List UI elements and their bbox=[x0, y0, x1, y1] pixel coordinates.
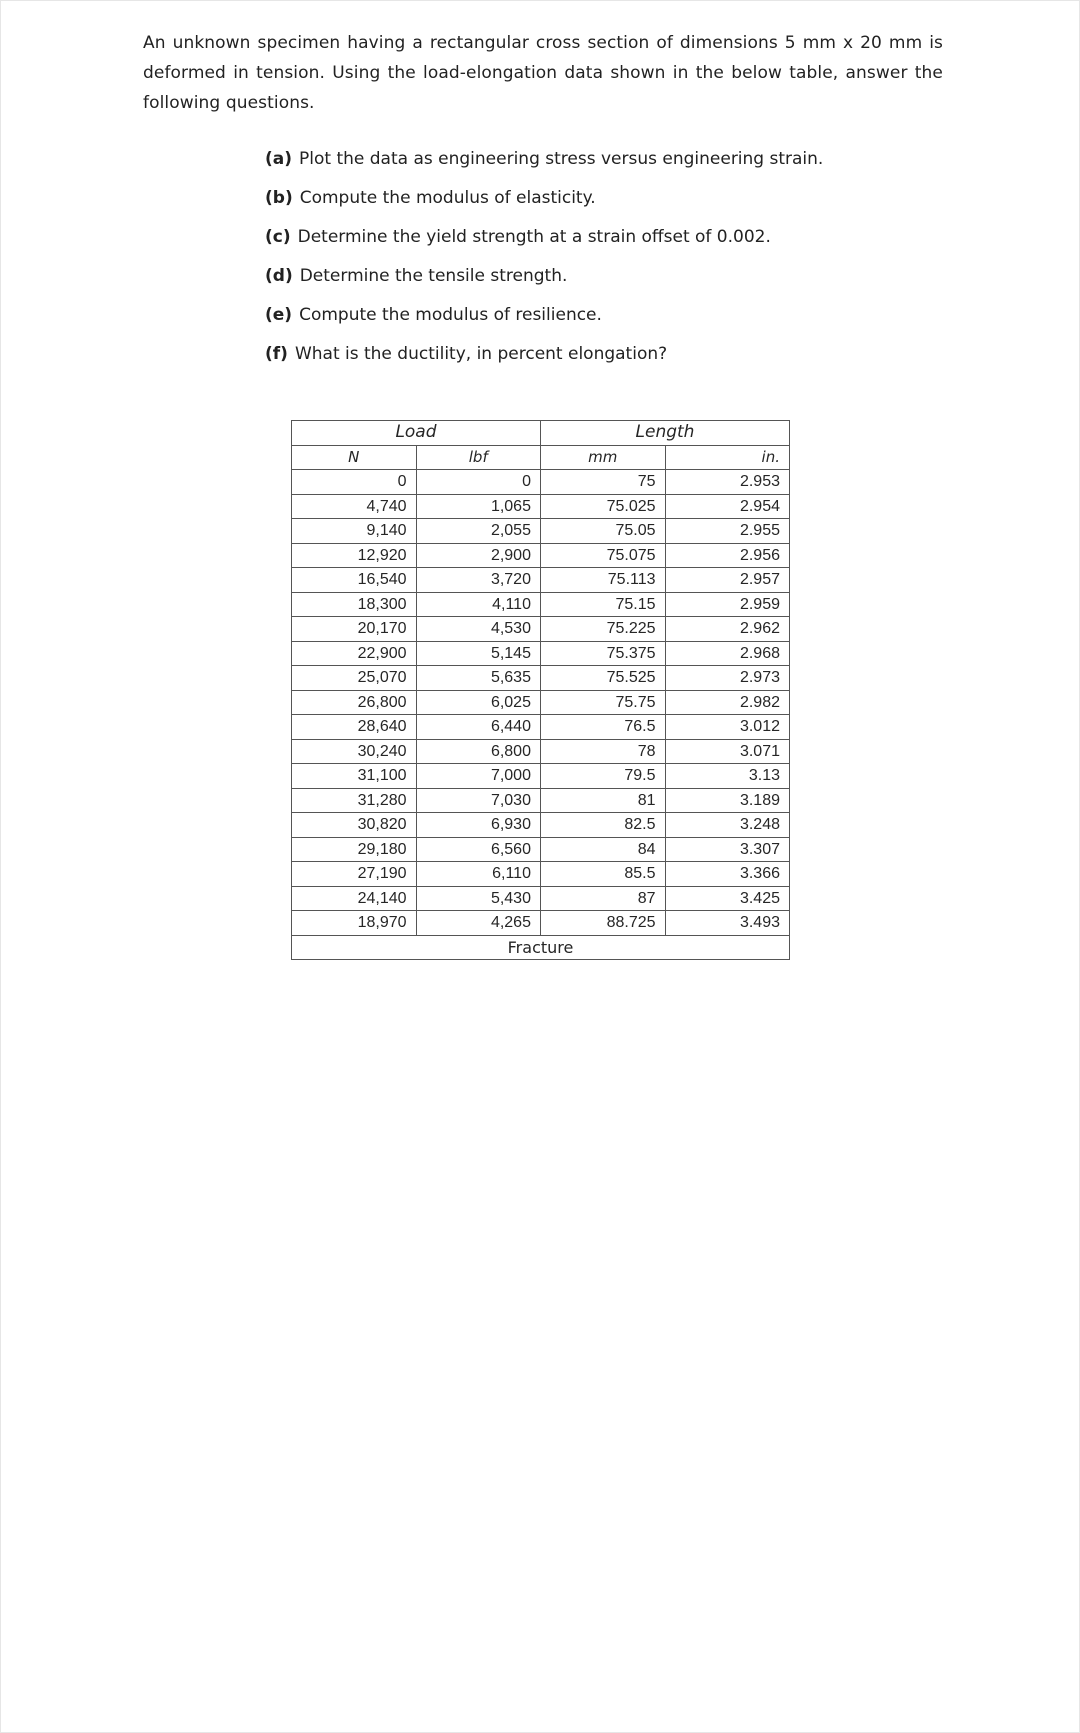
question-label: (c) bbox=[265, 227, 291, 247]
load-lbf-cell: 4,530 bbox=[416, 617, 540, 642]
load-n-cell: 0 bbox=[292, 470, 417, 495]
load-n-cell: 4,740 bbox=[292, 494, 417, 519]
question-list bbox=[265, 144, 823, 378]
table-row bbox=[292, 715, 790, 740]
length-group-header: Length bbox=[540, 421, 789, 446]
length-mm-cell: 75.025 bbox=[540, 494, 665, 519]
load-n-cell: 22,900 bbox=[292, 641, 417, 666]
load-n-cell: 30,240 bbox=[292, 739, 417, 764]
load-n-cell: 12,920 bbox=[292, 543, 417, 568]
length-mm-cell: 75.375 bbox=[540, 641, 665, 666]
table-row bbox=[292, 519, 790, 544]
table-row bbox=[292, 666, 790, 691]
length-in-cell: 2.955 bbox=[665, 519, 789, 544]
table-row bbox=[292, 886, 790, 911]
load-lbf-cell: 6,440 bbox=[416, 715, 540, 740]
question-text: Determine the tensile strength. bbox=[299, 266, 568, 286]
load-lbf-cell: 6,930 bbox=[416, 813, 540, 838]
load-n-cell: 16,540 bbox=[292, 568, 417, 593]
length-in-cell: 2.968 bbox=[665, 641, 789, 666]
length-in-cell: 3.425 bbox=[665, 886, 789, 911]
fracture-row bbox=[292, 935, 790, 960]
length-in-cell: 3.13 bbox=[665, 764, 789, 789]
question-text: Determine the yield strength at a strain offset of 0.002. bbox=[297, 227, 771, 247]
load-n-cell: 9,140 bbox=[292, 519, 417, 544]
load-n-cell: 18,970 bbox=[292, 911, 417, 936]
length-mm-cell: 75.05 bbox=[540, 519, 665, 544]
load-n-cell: 25,070 bbox=[292, 666, 417, 691]
length-in-cell: 2.953 bbox=[665, 470, 789, 495]
table-row bbox=[292, 813, 790, 838]
problem-intro: An unknown specimen having a rectangular cross section of dimensions 5 mm x 20 mm is deformed in tension. Using the load-elongation data shown in the below table, answer the following questions. bbox=[143, 33, 943, 113]
unit-header-row bbox=[292, 445, 790, 470]
load-lbf-cell: 4,265 bbox=[416, 911, 540, 936]
length-mm-cell: 75.113 bbox=[540, 568, 665, 593]
question-item bbox=[265, 339, 823, 378]
load-lbf-cell: 6,800 bbox=[416, 739, 540, 764]
load-lbf-cell: 0 bbox=[416, 470, 540, 495]
table-row bbox=[292, 617, 790, 642]
length-mm-cell: 87 bbox=[540, 886, 665, 911]
length-mm-cell: 75.225 bbox=[540, 617, 665, 642]
length-in-cell: 3.366 bbox=[665, 862, 789, 887]
length-mm-cell: 75.525 bbox=[540, 666, 665, 691]
load-lbf-cell: 2,900 bbox=[416, 543, 540, 568]
load-lbf-cell: 3,720 bbox=[416, 568, 540, 593]
question-label: (d) bbox=[265, 266, 293, 286]
length-mm-cell: 85.5 bbox=[540, 862, 665, 887]
question-item bbox=[265, 300, 823, 339]
length-mm-cell: 81 bbox=[540, 788, 665, 813]
load-lbf-cell: 5,145 bbox=[416, 641, 540, 666]
load-lbf-cell: 6,025 bbox=[416, 690, 540, 715]
load-n-cell: 18,300 bbox=[292, 592, 417, 617]
length-in-cell: 2.973 bbox=[665, 666, 789, 691]
question-label: (a) bbox=[265, 149, 293, 169]
table-row bbox=[292, 911, 790, 936]
load-n-cell: 24,140 bbox=[292, 886, 417, 911]
length-mm-cell: 76.5 bbox=[540, 715, 665, 740]
load-lbf-cell: 5,430 bbox=[416, 886, 540, 911]
length-in-cell: 2.962 bbox=[665, 617, 789, 642]
unit-header-in: in. bbox=[665, 445, 789, 470]
load-lbf-cell: 6,110 bbox=[416, 862, 540, 887]
length-in-cell: 3.012 bbox=[665, 715, 789, 740]
length-in-cell: 2.959 bbox=[665, 592, 789, 617]
question-label: (f) bbox=[265, 344, 288, 364]
length-mm-cell: 75.15 bbox=[540, 592, 665, 617]
table-row bbox=[292, 641, 790, 666]
load-n-cell: 20,170 bbox=[292, 617, 417, 642]
question-text: Plot the data as engineering stress versus engineering strain. bbox=[299, 149, 824, 169]
load-group-header: Load bbox=[292, 421, 541, 446]
unit-header-n: N bbox=[292, 445, 417, 470]
load-lbf-cell: 1,065 bbox=[416, 494, 540, 519]
question-item bbox=[265, 261, 823, 300]
load-n-cell: 31,280 bbox=[292, 788, 417, 813]
length-in-cell: 2.982 bbox=[665, 690, 789, 715]
load-lbf-cell: 6,560 bbox=[416, 837, 540, 862]
fracture-label: Fracture bbox=[292, 935, 790, 960]
length-in-cell: 3.189 bbox=[665, 788, 789, 813]
question-text: Compute the modulus of elasticity. bbox=[299, 188, 596, 208]
question-text: What is the ductility, in percent elongation? bbox=[294, 344, 668, 364]
table-row bbox=[292, 788, 790, 813]
question-item bbox=[265, 144, 823, 183]
load-lbf-cell: 5,635 bbox=[416, 666, 540, 691]
question-label: (b) bbox=[265, 188, 293, 208]
load-n-cell: 29,180 bbox=[292, 837, 417, 862]
table-row bbox=[292, 690, 790, 715]
load-lbf-cell: 7,030 bbox=[416, 788, 540, 813]
length-mm-cell: 84 bbox=[540, 837, 665, 862]
table-row bbox=[292, 837, 790, 862]
question-item bbox=[265, 183, 823, 222]
group-header-row bbox=[292, 421, 790, 446]
load-n-cell: 30,820 bbox=[292, 813, 417, 838]
length-mm-cell: 75.75 bbox=[540, 690, 665, 715]
length-in-cell: 3.248 bbox=[665, 813, 789, 838]
length-in-cell: 3.493 bbox=[665, 911, 789, 936]
table-row bbox=[292, 494, 790, 519]
length-mm-cell: 82.5 bbox=[540, 813, 665, 838]
load-lbf-cell: 2,055 bbox=[416, 519, 540, 544]
length-in-cell: 3.071 bbox=[665, 739, 789, 764]
length-in-cell: 2.954 bbox=[665, 494, 789, 519]
length-in-cell: 2.957 bbox=[665, 568, 789, 593]
length-mm-cell: 78 bbox=[540, 739, 665, 764]
load-elongation-table bbox=[291, 420, 790, 960]
table-row bbox=[292, 592, 790, 617]
length-mm-cell: 75 bbox=[540, 470, 665, 495]
load-n-cell: 31,100 bbox=[292, 764, 417, 789]
table-row bbox=[292, 470, 790, 495]
length-mm-cell: 75.075 bbox=[540, 543, 665, 568]
length-in-cell: 3.307 bbox=[665, 837, 789, 862]
table-row bbox=[292, 568, 790, 593]
question-text: Compute the modulus of resilience. bbox=[299, 305, 602, 325]
load-n-cell: 26,800 bbox=[292, 690, 417, 715]
table-row bbox=[292, 862, 790, 887]
table-row bbox=[292, 739, 790, 764]
length-mm-cell: 79.5 bbox=[540, 764, 665, 789]
table-row bbox=[292, 543, 790, 568]
length-in-cell: 2.956 bbox=[665, 543, 789, 568]
unit-header-mm: mm bbox=[540, 445, 665, 470]
load-lbf-cell: 4,110 bbox=[416, 592, 540, 617]
length-mm-cell: 88.725 bbox=[540, 911, 665, 936]
table-row bbox=[292, 764, 790, 789]
unit-header-lbf: lbf bbox=[416, 445, 540, 470]
load-lbf-cell: 7,000 bbox=[416, 764, 540, 789]
question-label: (e) bbox=[265, 305, 293, 325]
load-n-cell: 28,640 bbox=[292, 715, 417, 740]
question-item bbox=[265, 222, 823, 261]
load-n-cell: 27,190 bbox=[292, 862, 417, 887]
